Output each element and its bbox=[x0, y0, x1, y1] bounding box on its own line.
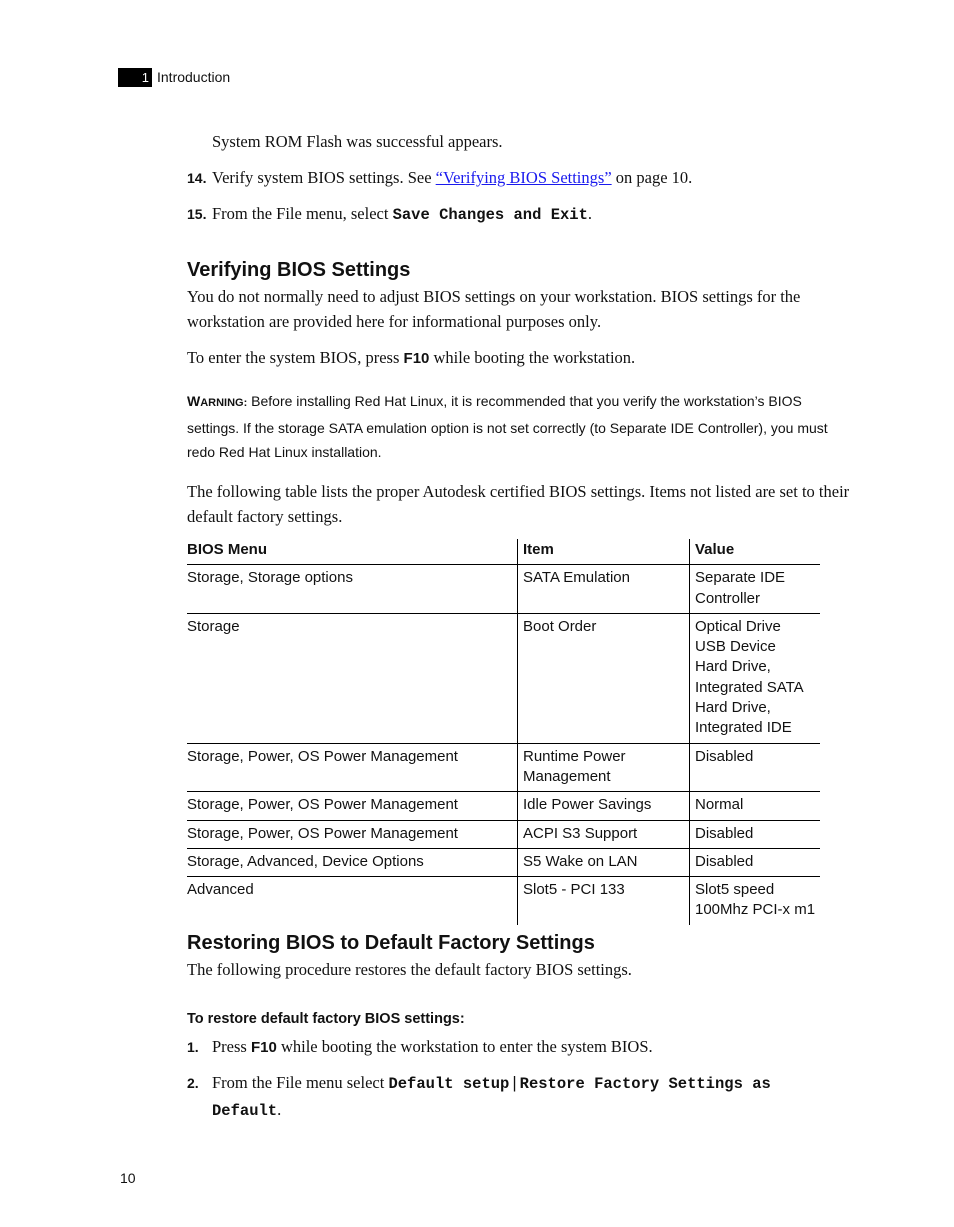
step-number: 15. bbox=[187, 206, 207, 222]
cell-line: Hard Drive, bbox=[695, 658, 771, 676]
command-default: Default bbox=[212, 1102, 278, 1120]
cell-line: Slot5 speed bbox=[695, 881, 775, 899]
step-number: 1. bbox=[187, 1039, 199, 1055]
bios-settings-table bbox=[187, 539, 820, 925]
command-save-changes-and-exit: Save Changes and Exit bbox=[392, 206, 588, 224]
step-text-before: From the File menu select bbox=[212, 1073, 389, 1092]
cell-line: Idle Power Savings bbox=[523, 796, 652, 814]
cell-value bbox=[690, 613, 821, 743]
step-text bbox=[212, 1070, 852, 1124]
verifying-paragraph: You do not normally need to adjust BIOS settings on your workstation. BIOS settings for the workstation are provided here for informational purposes only. bbox=[187, 287, 801, 331]
warning-label bbox=[187, 393, 247, 409]
cell-bios-menu: Storage bbox=[187, 617, 240, 635]
step-text-after: . bbox=[587, 204, 593, 223]
section-heading-restoring: Restoring BIOS to Default Factory Settings bbox=[187, 932, 595, 954]
verifying-bios-link[interactable]: “Verifying BIOS Settings” bbox=[435, 168, 612, 187]
cell-line: Boot Order bbox=[523, 617, 597, 635]
cell-line: Slot5 - PCI 133 bbox=[523, 881, 625, 899]
cell-bios-menu: Storage, Power, OS Power Management bbox=[187, 796, 458, 814]
table-header-row bbox=[187, 539, 820, 565]
table-row bbox=[187, 743, 820, 792]
cell-bios-menu: Storage, Advanced, Device Options bbox=[187, 852, 424, 870]
cell-line: Integrated IDE bbox=[695, 719, 792, 737]
cell-value bbox=[690, 792, 821, 820]
table-intro-paragraph: The following table lists the proper Autodesk certified BIOS settings. Items not listed are set to their default factory settings. bbox=[187, 482, 850, 526]
cell-line: Separate IDE bbox=[695, 569, 786, 587]
cell-value bbox=[690, 877, 821, 925]
cell-line: ACPI S3 Support bbox=[523, 824, 638, 842]
cell-item bbox=[518, 743, 690, 792]
column-header-value: Value bbox=[690, 539, 821, 565]
command-restore-factory-settings: Restore Factory Settings as bbox=[519, 1075, 771, 1093]
cell-value bbox=[690, 848, 821, 876]
key-f10: F10 bbox=[250, 1039, 277, 1056]
cell-item bbox=[518, 877, 690, 925]
step-number: 2. bbox=[187, 1075, 199, 1091]
cell-item bbox=[518, 565, 690, 614]
cell-line: 100Mhz PCI-x m1 bbox=[695, 901, 816, 919]
cell-item bbox=[518, 792, 690, 820]
column-header-bios-menu: BIOS Menu bbox=[187, 541, 268, 558]
warning-label-initial: W bbox=[187, 393, 201, 409]
cell-line: S5 Wake on LAN bbox=[523, 852, 638, 870]
step-text bbox=[212, 1034, 653, 1060]
cell-line: Disabled bbox=[695, 852, 754, 870]
step-continuation: System ROM Flash was successful appears. bbox=[212, 132, 503, 151]
cell-line: SATA Emulation bbox=[523, 569, 630, 587]
table-row bbox=[187, 820, 820, 848]
step-text-before: Verify system BIOS settings. See bbox=[212, 168, 436, 187]
section-heading-verifying: Verifying BIOS Settings bbox=[187, 259, 411, 281]
key-f10: F10 bbox=[403, 350, 430, 367]
table-row bbox=[187, 848, 820, 876]
cell-line: Normal bbox=[695, 796, 744, 814]
cell-line: Controller bbox=[695, 589, 761, 607]
running-header bbox=[118, 67, 230, 87]
procedure-heading: To restore default factory BIOS settings: bbox=[187, 1011, 465, 1027]
para-text: To enter the system BIOS, press bbox=[187, 348, 404, 367]
warning-text: Before installing Red Hat Linux, it is recommended that you verify the workstation’s BIOS settings. If the storage SATA emulation option is not set correctly (to Separate IDE Controller), you must redo Red Hat Linux installation. bbox=[187, 393, 828, 460]
step-text-after: on page 10. bbox=[611, 168, 693, 187]
cell-bios-menu: Storage, Power, OS Power Management bbox=[187, 824, 458, 842]
cell-line: Hard Drive, bbox=[695, 699, 771, 717]
cell-bios-menu: Storage, Storage options bbox=[187, 569, 353, 587]
warning-note bbox=[187, 389, 857, 465]
table-row bbox=[187, 792, 820, 820]
step-text-before: From the File menu, select bbox=[212, 204, 393, 223]
cell-line: Integrated SATA bbox=[695, 678, 804, 696]
step-text bbox=[212, 201, 592, 228]
cell-line: Disabled bbox=[695, 824, 754, 842]
step-text-after: . bbox=[277, 1100, 282, 1119]
step-text bbox=[212, 165, 692, 190]
para-text: while booting the workstation. bbox=[429, 348, 636, 367]
menu-separator: | bbox=[512, 1074, 517, 1092]
cell-value bbox=[690, 565, 821, 614]
cell-line: Management bbox=[523, 767, 611, 785]
step-text-after: while booting the workstation to enter the system BIOS. bbox=[276, 1037, 653, 1056]
column-header-item: Item bbox=[518, 539, 690, 565]
page-number: 10 bbox=[120, 1170, 136, 1186]
table-row bbox=[187, 613, 820, 743]
cell-item bbox=[518, 820, 690, 848]
table-row bbox=[187, 877, 820, 925]
cell-line: Optical Drive bbox=[695, 617, 781, 635]
cell-bios-menu: Advanced bbox=[187, 881, 254, 899]
cell-line: Disabled bbox=[695, 747, 754, 765]
chapter-number: 1 bbox=[118, 68, 152, 87]
cell-item bbox=[518, 848, 690, 876]
step-text-before: Press bbox=[212, 1037, 251, 1056]
table-row bbox=[187, 565, 820, 614]
cell-line: USB Device bbox=[695, 638, 776, 656]
chapter-title: Introduction bbox=[157, 69, 231, 85]
cell-item bbox=[518, 613, 690, 743]
warning-label-rest: ARNING: bbox=[200, 397, 248, 409]
cell-bios-menu: Storage, Power, OS Power Management bbox=[187, 747, 458, 765]
enter-bios-paragraph bbox=[187, 345, 635, 371]
cell-line: Runtime Power bbox=[523, 747, 626, 765]
command-default-setup: Default setup bbox=[388, 1075, 510, 1093]
restoring-paragraph: The following procedure restores the default factory BIOS settings. bbox=[187, 960, 632, 979]
cell-value bbox=[690, 743, 821, 792]
step-number: 14. bbox=[187, 170, 207, 186]
cell-value bbox=[690, 820, 821, 848]
